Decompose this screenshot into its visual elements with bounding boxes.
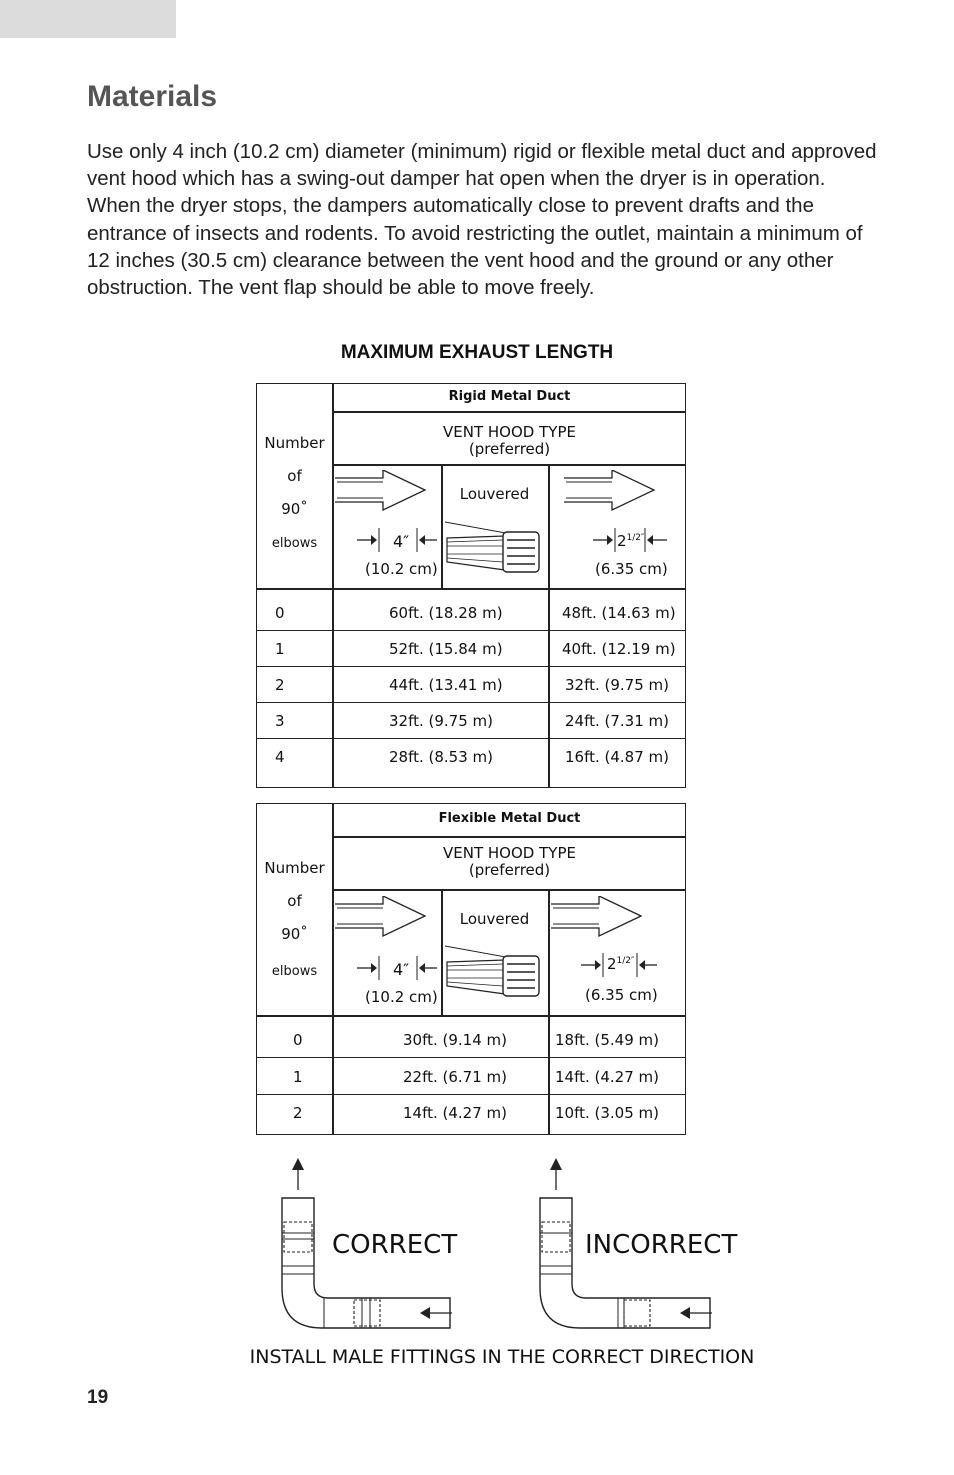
rigid-length-2half: 32ft. (9.75 m) (565, 676, 670, 694)
flexible-length-2half: 10ft. (3.05 m) (555, 1104, 660, 1122)
elbows-count: 1 (293, 1068, 303, 1086)
elbows-label-line-3: 90˚ (281, 500, 308, 518)
rigid-length-2half: 16ft. (4.87 m) (565, 748, 670, 766)
louvered-hood-icon (445, 944, 545, 1004)
louvered-label: Louvered (459, 910, 530, 928)
louvered-label: Louvered (459, 485, 530, 503)
elbows-label-line-3: 90˚ (281, 925, 308, 943)
rigid-length-2half: 48ft. (14.63 m) (562, 604, 676, 622)
louvered-hood-icon (445, 520, 545, 580)
elbows-count: 1 (275, 640, 285, 658)
hood-icon (564, 470, 664, 520)
elbows-label-line-1: Number (264, 859, 325, 877)
flexible-length-2half: 18ft. (5.49 m) (555, 1031, 660, 1049)
rigid-length-4in: 44ft. (13.41 m) (389, 676, 503, 694)
table-title: Rigid Metal Duct (448, 389, 571, 404)
hood-2half-whole: 2 (617, 532, 627, 550)
elbows-count: 0 (275, 604, 285, 622)
hood-2half-fraction: 1/2″ (626, 533, 645, 543)
flexible-length-4in: 14ft. (4.27 m) (403, 1104, 508, 1122)
preferred-label: (preferred) (468, 440, 551, 458)
flexible-length-4in: 30ft. (9.14 m) (403, 1031, 508, 1049)
hood-2half-fraction: 1/2″ (616, 956, 635, 966)
hood-4in-metric: (10.2 cm) (365, 560, 438, 578)
corner-tab (0, 0, 176, 38)
elbows-count: 4 (275, 748, 285, 766)
rigid-duct-table (256, 383, 686, 788)
flexible-duct-table (256, 803, 686, 1135)
elbows-label-line-4: elbows (271, 536, 318, 551)
rigid-length-4in: 28ft. (8.53 m) (389, 748, 494, 766)
rigid-length-4in: 60ft. (18.28 m) (389, 604, 503, 622)
elbows-label-line-2: of (287, 892, 302, 910)
intro-paragraph: Use only 4 inch (10.2 cm) diameter (minimum) rigid or flexible metal duct and approved vent hood which has a swing-out damper hat open when the dryer is in operation. When the dryer stops, the dampers automatically close to prevent drafts and the entrance of insects and rodents. To avoid restricting the outlet, maintain a minimum of 12 inches (30.5 cm) clearance between the vent hood and the ground or any other obstruction. The vent flap should be able to move freely. (87, 140, 877, 300)
hood-4in-size: 4″ (393, 960, 410, 979)
elbows-label-line-2: of (287, 467, 302, 485)
elbows-count: 3 (275, 712, 285, 730)
hood-2half-metric: (6.35 cm) (585, 986, 658, 1004)
rigid-length-4in: 52ft. (15.84 m) (389, 640, 503, 658)
elbows-count: 2 (293, 1104, 303, 1122)
flexible-length-4in: 22ft. (6.71 m) (403, 1068, 508, 1086)
hood-4in-metric: (10.2 cm) (365, 988, 438, 1006)
preferred-label: (preferred) (468, 861, 551, 879)
hood-2half-size (607, 955, 634, 973)
hood-2half-metric: (6.35 cm) (595, 560, 668, 578)
elbows-label-line-1: Number (264, 434, 325, 452)
elbows-count: 0 (293, 1031, 303, 1049)
table-title: Flexible Metal Duct (438, 811, 581, 826)
elbows-label-line-4: elbows (271, 964, 318, 979)
hood-icon (551, 896, 651, 946)
vent-hood-type-label: VENT HOOD TYPE (443, 844, 576, 862)
fittings-caption: INSTALL MALE FITTINGS IN THE CORRECT DIRECTION (249, 1346, 755, 1368)
rigid-length-2half: 24ft. (7.31 m) (565, 712, 670, 730)
elbows-count: 2 (275, 676, 285, 694)
correct-label: CORRECT (332, 1230, 458, 1260)
rigid-length-2half: 40ft. (12.19 m) (562, 640, 676, 658)
hood-2half-whole: 2 (607, 955, 617, 973)
hood-icon (335, 896, 435, 946)
page-title: Materials (87, 80, 218, 113)
vent-hood-type-label: VENT HOOD TYPE (443, 423, 576, 441)
page-number: 19 (87, 1387, 109, 1408)
section-heading: MAXIMUM EXHAUST LENGTH (340, 342, 614, 363)
hood-icon (335, 470, 435, 520)
hood-4in-size: 4″ (393, 532, 410, 551)
rigid-length-4in: 32ft. (9.75 m) (389, 712, 494, 730)
flexible-length-2half: 14ft. (4.27 m) (555, 1068, 660, 1086)
incorrect-label: INCORRECT (585, 1230, 738, 1260)
hood-2half-size (617, 532, 644, 550)
